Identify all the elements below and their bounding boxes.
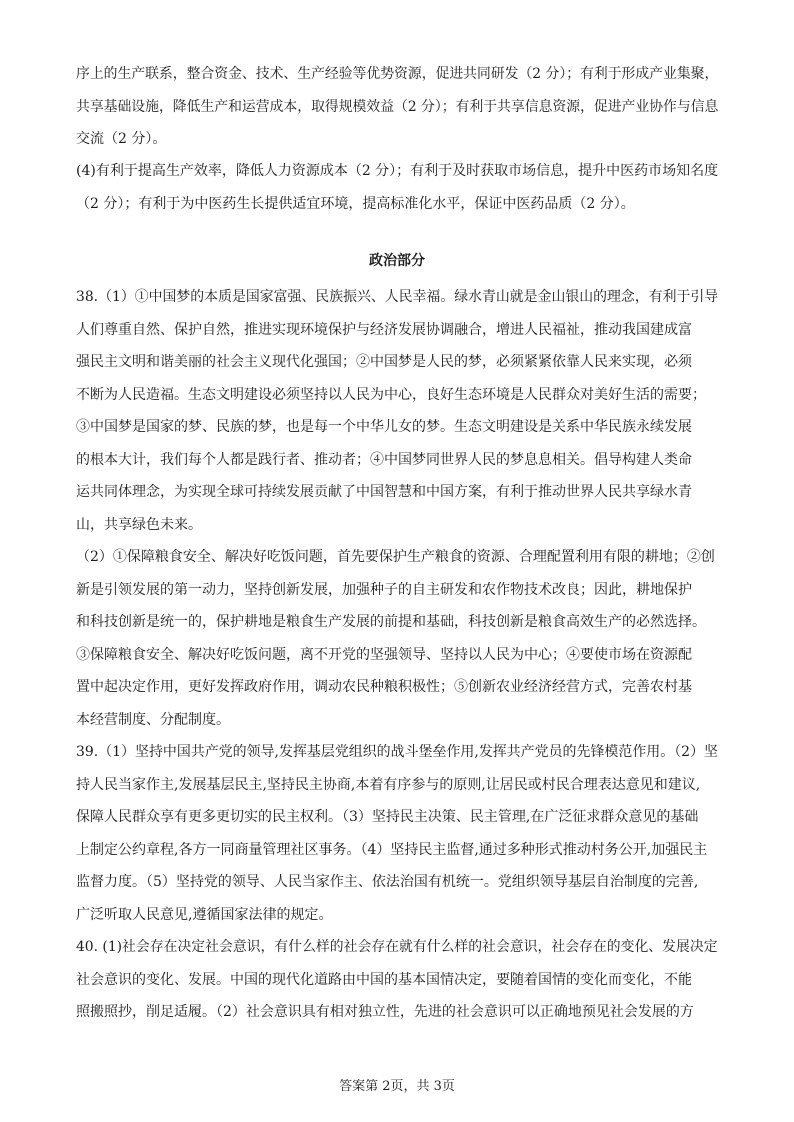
text-line: 的根本大计，我们每个人都是践行者、推动者；④中国梦同世界人民的梦息息相关。倡导构建人类命 [76, 451, 692, 468]
question-38-part-1 [76, 281, 718, 541]
question-39 [76, 736, 718, 931]
text-line: 40. (1)社会存在决定社会意识，有什么样的社会存在就有什么样的社会意识，社会存在的变化、发展决定 [76, 939, 718, 955]
text-line: 和科技创新是统一的，保护耕地是粮食生产发展的前提和基础，科技创新是粮食高效生产的必然选择。 [76, 614, 706, 630]
item-4-paragraph [76, 155, 718, 220]
question-40 [76, 931, 718, 1029]
text-line: 持人民当家作主,发展基层民主,坚持民主协商,本着有序参与的原则,让居民或村民合理表达意见和建议, [76, 776, 701, 793]
page-footer: 答案第 2页，共 3页 [339, 1079, 455, 1094]
text-line: 人们尊重自然、保护自然，推进实现环境保护与经济发展协调融合，增进人民福祉，推动我国建成富 [76, 321, 692, 338]
text-line: 交流（2 分）。 [76, 131, 167, 147]
text-line: (4)有利于提高生产效率，降低人力资源成本（2 分）；有利于及时获取市场信息，提升中医药市场知名度 [76, 163, 719, 179]
text-line: 新是引领发展的第一动力，坚持创新发展，加强种子的自主研发和农作物技术改良；因此，耕地保护 [76, 581, 692, 598]
text-line: 38.（1）①中国梦的本质是国家富强、民族振兴、人民幸福。绿水青山就是金山银山的理念，有利于引导 [76, 289, 719, 305]
continuation-paragraph [76, 58, 718, 156]
text-line: ③保障粮食安全、解决好吃饭问题，离不开党的坚强领导、坚持以人民为中心；④要使市场在资源配 [76, 646, 692, 663]
text-line: 广泛听取人民意见,遵循国家法律的规定。 [76, 906, 333, 923]
section-title: 政治部分 [369, 253, 425, 269]
text-line: 39.（1）坚持中国共产党的领导,发挥基层党组织的战斗堡垒作用,发挥共产党员的先锋模范作用。（2）坚 [76, 744, 718, 760]
question-38-part-2 [76, 541, 718, 736]
text-line: 上制定公约章程,各方一同商量管理社区事务。（4）坚持民主监督,通过多种形式推动村务公开,加强民主 [76, 841, 708, 858]
text-line: 强民主文明和谐美丽的社会主义现代化强国；②中国梦是人民的梦，必须紧紧依靠人民来实现，必须 [76, 354, 692, 370]
text-line: 照搬照抄，削足适履。（2）社会意识具有相对独立性，先进的社会意识可以正确地预见社会发展的方 [76, 1004, 694, 1020]
text-line: 山，共享绿色未来。 [76, 516, 202, 533]
text-line: 序上的生产联系，整合资金、技术、生产经验等优势资源，促进共同研发（2 分）；有利于形成产业集聚， [76, 66, 719, 82]
text-line: ③中国梦是国家的梦、民族的梦，也是每一个中华儿女的梦。生态文明建设是关系中华民族永续发展 [76, 419, 692, 435]
text-line: 监督力度。（5）坚持党的领导、人民当家作主、依法治国有机统一。党组织领导基层自治制度的完善, [76, 874, 699, 890]
text-line: 共享基础设施，降低生产和运营成本，取得规模效益（2 分）；有利于共享信息资源，促进产业协作与信息 [76, 98, 719, 115]
text-line: 不断为人民造福。生态文明建设必须坚持以人民为中心，良好生态环境是人民群众对美好生活的需要； [76, 386, 706, 403]
text-line: 社会意识的变化、发展。中国的现代化道路由中国的基本国情决定，要随着国情的变化而变化，不能 [76, 971, 692, 988]
text-line: 运共同体理念，为实现全球可持续发展贡献了中国智慧和中国方案，有利于推动世界人民共享绿水青 [76, 484, 692, 500]
text-line: 本经营制度、分配制度。 [76, 711, 230, 728]
text-line: （2）①保障粮食安全、解决好吃饭问题，首先要保护生产粮食的资源、合理配置利用有限的耕地；②创 [76, 549, 715, 565]
text-line: （2 分）；有利于为中医药生长提供适宜环境，提高标准化水平，保证中医药品质（2 分）。 [76, 195, 635, 212]
text-line: 保障人民群众享有更多更切实的民主权利。（3）坚持民主决策、民主管理,在广泛征求群众意见的基础 [76, 809, 699, 825]
text-line: 置中起决定作用，更好发挥政府作用，调动农民种粮积极性；⑤创新农业经济经营方式，完善农村基 [76, 679, 692, 695]
